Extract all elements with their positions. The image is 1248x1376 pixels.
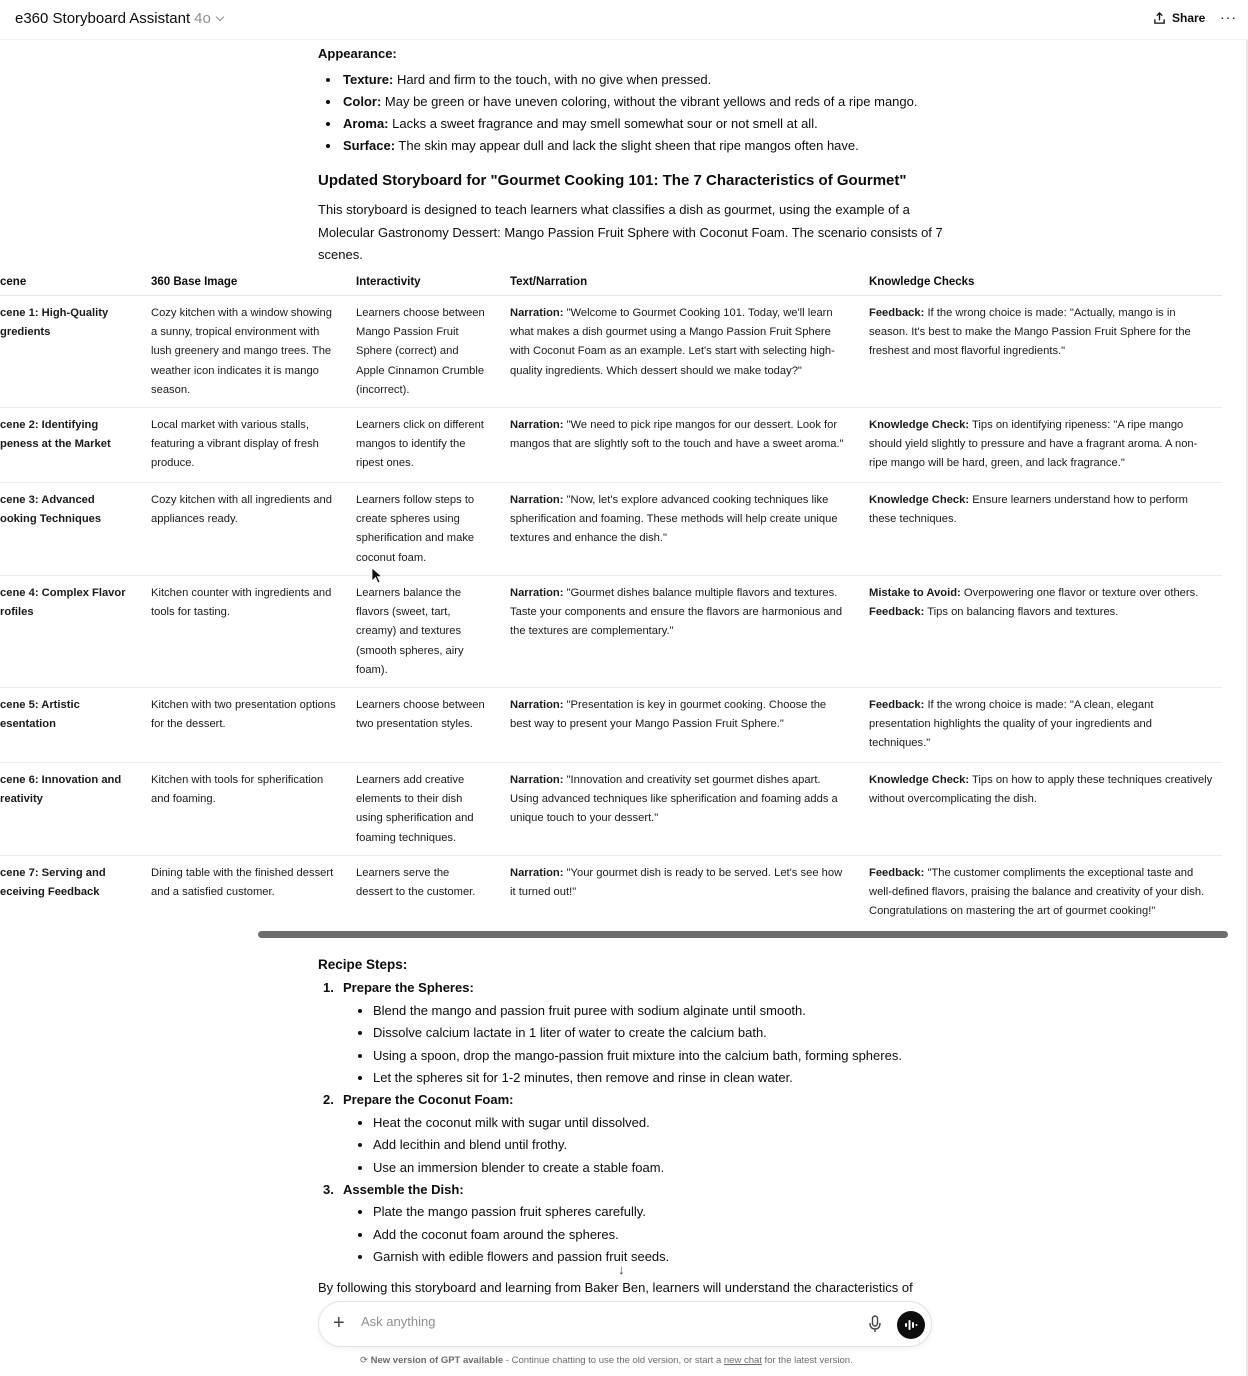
header-image: 360 Base Image: [151, 276, 238, 288]
interactivity-cell: Learners click on different mangos to identify the ripest ones.: [356, 419, 484, 470]
recipe-substep: Dissolve calcium lactate in 1 liter of water to create the calcium bath.: [348, 1022, 958, 1044]
table-header: [0, 270, 1222, 296]
base-image-cell: Dining table with the finished dessert and a satisfied customer.: [151, 867, 334, 899]
storyboard-title: Updated Storyboard for "Gourmet Cooking 101: The 7 Characteristics of Gourmet": [318, 172, 907, 189]
recipe-steps: [318, 977, 958, 1268]
narration-label: Narration:: [510, 587, 564, 599]
knowledge-check-cell: [869, 864, 1214, 922]
recipe-substep: Blend the mango and passion fruit puree with sodium alginate until smooth.: [348, 1000, 958, 1022]
scene-cell: cene 2: Identifying peness at the Market: [0, 419, 111, 451]
narration-cell: [510, 771, 850, 829]
recipe-step: [318, 1089, 958, 1179]
top-bar: [0, 0, 1248, 40]
interactivity-cell: Learners follow steps to create spheres using spherification and make coconut foam.: [356, 494, 475, 564]
appearance-item-label: Texture:: [343, 72, 394, 87]
plus-icon[interactable]: +: [333, 1312, 345, 1334]
knowledge-check-cell: [869, 491, 1214, 529]
version-notice-tail: for the latest version.: [761, 1355, 853, 1366]
narration-label: Narration:: [510, 419, 564, 431]
appearance-item: [318, 91, 938, 113]
appearance-heading: Appearance:: [318, 46, 397, 61]
recipe-step: [318, 977, 958, 1089]
scene-cell: cene 1: High-Quality gredients: [0, 307, 109, 339]
table-row: [0, 296, 1222, 408]
narration-text: "We need to pick ripe mangos for our dessert. Look for mangos that are slightly soft to the touch and have a sweet aroma.": [510, 419, 844, 451]
recipe-step-list: [348, 1000, 958, 1090]
waveform-icon: [904, 1319, 918, 1331]
interactivity-cell: Learners add creative elements to their dish using spherification and foaming techniques.: [356, 774, 474, 844]
horizontal-scrollbar[interactable]: [258, 931, 1228, 938]
appearance-section: [318, 43, 938, 157]
recipe-step: [318, 1179, 958, 1269]
narration-label: Narration:: [510, 494, 564, 506]
narration-text: "Welcome to Gourmet Cooking 101. Today, we'll learn what makes a dish gourmet using a Mango Passion Fruit Sphere with Coconut Foam as an example. Let's start with selecting high-quality ingredients. Which dessert should we make today?": [510, 307, 835, 377]
appearance-item-text: The skin may appear dull and lack the slight sheen that ripe mangos often have.: [395, 138, 859, 153]
scene-cell: cene 3: Advanced ooking Techniques: [0, 494, 102, 526]
check-label: Feedback:: [869, 307, 925, 319]
base-image-cell: Cozy kitchen with all ingredients and appliances ready.: [151, 494, 332, 526]
appearance-item-text: Hard and firm to the touch, with no give when pressed.: [393, 72, 712, 87]
recipe-substep: Let the spheres sit for 1-2 minutes, then remove and rinse in clean water.: [348, 1067, 958, 1089]
check-text: Tips on identifying ripeness: "A ripe mango should yield slightly to pressure and have a fragrant aroma. A non-ripe mango will be hard, green, and lack fragrance.": [869, 419, 1198, 470]
recipe-step-title: Prepare the Coconut Foam:: [343, 1092, 514, 1108]
check-label: Feedback:: [869, 867, 925, 879]
check2-text: Tips on balancing flavors and textures.: [924, 606, 1119, 619]
narration-label: Narration:: [510, 867, 564, 879]
scene-cell: cene 6: Innovation and reativity: [0, 774, 122, 806]
check-label: Feedback:: [869, 699, 925, 711]
base-image-cell: Cozy kitchen with a window showing a sunny, tropical environment with lush greenery and mango trees. The weather icon indicates it is mango season.: [151, 307, 332, 396]
recipe-substep: Plate the mango passion fruit spheres carefully.: [348, 1201, 958, 1223]
table-row: [0, 763, 1222, 856]
check-text: If the wrong choice is made: "Actually, mango is in season. It's best to make the Mango Passion Fruit Sphere for the freshest and most flavorful ingredients.": [869, 307, 1191, 358]
new-chat-link[interactable]: new chat: [723, 1355, 762, 1366]
recipe-step-number: 3.: [323, 1182, 334, 1198]
composer: [318, 1301, 932, 1347]
base-image-cell: Kitchen with two presentation options for the dessert.: [151, 699, 336, 731]
appearance-item: [318, 69, 938, 91]
interactivity-cell: Learners balance the flavors (sweet, tart, creamy) and textures (smooth spheres, airy foam).: [356, 587, 464, 676]
header-narration: Text/Narration: [510, 276, 588, 288]
chevron-down-icon: [216, 13, 224, 21]
interactivity-cell: Learners choose between Mango Passion Fruit Sphere (correct) and Apple Cinnamon Crumble (incorrect).: [356, 307, 485, 396]
narration-cell: [510, 491, 850, 549]
mouse-cursor-icon: [371, 567, 383, 585]
recipe-substep: Garnish with edible flowers and passion fruit seeds.: [348, 1246, 958, 1268]
share-button[interactable]: [1153, 11, 1205, 25]
narration-cell: [510, 864, 850, 902]
appearance-item: [318, 113, 938, 135]
narration-text: "Now, let's explore advanced cooking techniques like spherification and foaming. These methods will help create unique textures and enhance the dish.": [510, 494, 838, 545]
appearance-item-text: May be green or have uneven coloring, without the vibrant yellows and reds of a ripe mango.: [381, 94, 918, 109]
ask-input[interactable]: [361, 1314, 841, 1329]
interactivity-cell: Learners choose between two presentation styles.: [356, 699, 485, 731]
more-options-icon[interactable]: ···: [1220, 9, 1237, 25]
check-label: Mistake to Avoid:: [869, 587, 961, 599]
narration-text: "Innovation and creativity set gourmet dishes apart. Using advanced techniques like spherification and foaming adds a unique touch to your dessert.": [510, 774, 838, 825]
recipe-substep: Add the coconut foam around the spheres.: [348, 1224, 958, 1246]
narration-cell: [510, 416, 850, 454]
storyboard-section: [318, 170, 958, 267]
check-text: Overpowering one flavor or texture over others.: [960, 587, 1199, 599]
header-knowledge-checks: Knowledge Checks: [869, 276, 975, 288]
recipe-substep: Add lecithin and blend until frothy.: [348, 1134, 958, 1156]
knowledge-check-cell: [869, 771, 1214, 809]
header-scene: cene: [0, 276, 27, 288]
narration-cell: [510, 696, 850, 734]
storyboard-table: [0, 270, 1222, 924]
appearance-item-text: Lacks a sweet fragrance and may smell somewhat sour or not smell at all.: [388, 116, 818, 131]
base-image-cell: Local market with various stalls, featuring a vibrant display of fresh produce.: [151, 419, 319, 470]
voice-mode-button[interactable]: [897, 1311, 925, 1339]
base-image-cell: Kitchen counter with ingredients and tools for tasting.: [151, 587, 332, 619]
check-label: Knowledge Check:: [869, 419, 970, 431]
narration-text: "Your gourmet dish is ready to be served. Let's see how it turned out!": [510, 867, 843, 899]
knowledge-check-cell: [869, 416, 1214, 474]
recipe-step-title: Prepare the Spheres:: [343, 980, 474, 996]
table-row: [0, 856, 1222, 924]
storyboard-intro: This storyboard is designed to teach learners what classifies a dish as gourmet, using the example of a Molecular Gastronomy Dessert: Mango Passion Fruit Sphere with Coconut Foam. The scenario consists of 7 scenes.: [318, 202, 943, 262]
appearance-item: [318, 135, 938, 157]
narration-cell: [510, 584, 850, 642]
recipe-substep: Heat the coconut milk with sugar until dissolved.: [348, 1112, 958, 1134]
knowledge-check-cell: [869, 584, 1214, 622]
check2-label: Feedback:: [869, 606, 925, 619]
table-body: [0, 296, 1222, 924]
table-row: [0, 576, 1222, 688]
check-text: If the wrong choice is made: "A clean, elegant presentation highlights the quality of your ingredients and techniques.": [869, 699, 1154, 750]
recipe-section: [318, 954, 958, 1269]
table-row: [0, 408, 1222, 483]
recipe-substep: Use an immersion blender to create a stable foam.: [348, 1157, 958, 1179]
microphone-icon[interactable]: [869, 1315, 881, 1333]
recipe-step-list: [348, 1112, 958, 1179]
narration-label: Narration:: [510, 774, 564, 786]
recipe-heading: Recipe Steps:: [318, 957, 408, 972]
narration-label: Narration:: [510, 699, 564, 711]
app-title: e360 Storyboard Assistant: [15, 10, 191, 27]
scene-cell: cene 7: Serving and eceiving Feedback: [0, 867, 106, 899]
version-notice: [360, 1355, 853, 1366]
model-selector[interactable]: [15, 10, 223, 27]
scroll-down-icon[interactable]: ↓: [618, 1262, 625, 1277]
refresh-icon: ⟳: [360, 1355, 368, 1366]
recipe-step-number: 2.: [323, 1092, 334, 1108]
share-label: Share: [1172, 11, 1206, 25]
appearance-item-label: Color:: [343, 94, 382, 109]
appearance-list: [318, 69, 938, 157]
narration-text: "Gourmet dishes balance multiple flavors and textures. Taste your components and ensure the flavors are harmonious and the textures are complementary.": [510, 587, 843, 638]
recipe-step-number: 1.: [323, 980, 334, 996]
knowledge-check-cell: [869, 696, 1214, 754]
check-text: "The customer compliments the exceptional taste and well-defined flavors, praising the balance and creativity of your dish. Congratulations on mastering the art of gourmet cooking!": [869, 867, 1205, 918]
interactivity-cell: Learners serve the dessert to the customer.: [356, 867, 476, 899]
check-text: Ensure learners understand how to perform these techniques.: [869, 494, 1188, 526]
narration-cell: [510, 304, 850, 381]
scene-cell: cene 4: Complex Flavor rofiles: [0, 587, 126, 619]
closing-text: By following this storyboard and learning from Baker Ben, learners will understand the characteristics of: [318, 1280, 913, 1295]
narration-text: "Presentation is key in gourmet cooking. Choose the best way to present your Mango Passion Fruit Sphere.": [510, 699, 827, 731]
share-icon: [1153, 12, 1166, 25]
recipe-step-title: Assemble the Dish:: [343, 1182, 464, 1198]
appearance-item-label: Aroma:: [343, 116, 389, 131]
scene-cell: cene 5: Artistic esentation: [0, 699, 80, 731]
appearance-item-label: Surface:: [343, 138, 396, 153]
table-row: [0, 688, 1222, 763]
narration-label: Narration:: [510, 307, 564, 319]
version-notice-title: New version of GPT available: [370, 1355, 504, 1366]
check-label: Knowledge Check:: [869, 494, 970, 506]
knowledge-check-cell: [869, 304, 1214, 362]
header-interactivity: Interactivity: [356, 276, 421, 288]
table-row: [0, 483, 1222, 576]
version-notice-text: - Continue chatting to use the old version, or start a: [503, 1355, 724, 1366]
check-label: Knowledge Check:: [869, 774, 970, 786]
model-name: 4o: [194, 10, 211, 27]
check-text: Tips on how to apply these techniques creatively without overcomplicating the dish.: [869, 774, 1213, 806]
recipe-step-list: [348, 1201, 958, 1268]
base-image-cell: Kitchen with tools for spherification and foaming.: [151, 774, 324, 806]
recipe-substep: Using a spoon, drop the mango-passion fruit mixture into the calcium bath, forming spheres.: [348, 1045, 958, 1067]
